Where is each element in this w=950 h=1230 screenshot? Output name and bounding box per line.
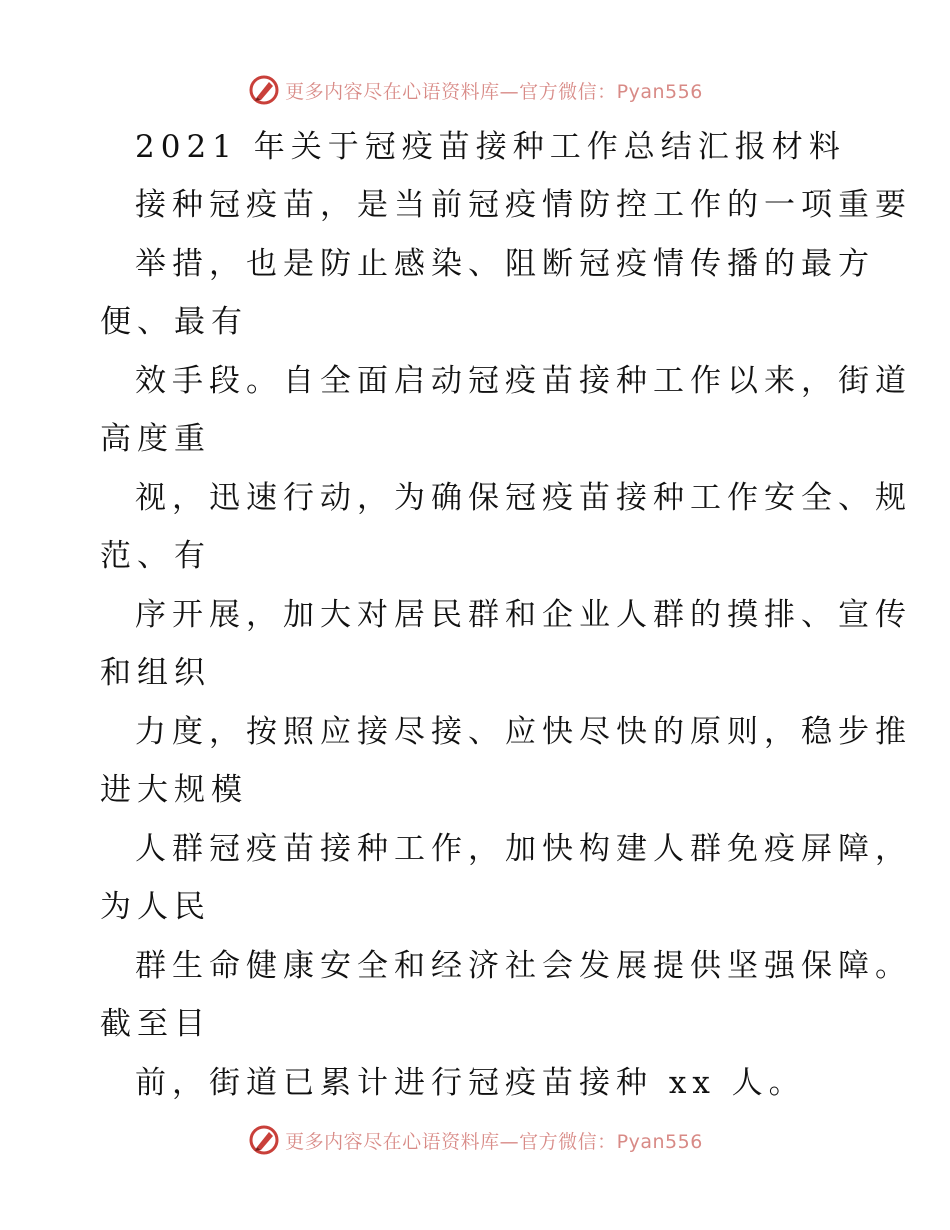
- document-title: 2021 年关于冠疫苗接种工作总结汇报材料: [135, 129, 846, 165]
- text-line: 视，迅速行动，为确保冠疫苗接种工作安全、规: [135, 480, 912, 516]
- text-line: 进大规模: [100, 772, 248, 808]
- pen-logo-icon: [247, 1123, 281, 1157]
- header-watermark: [0, 70, 950, 110]
- text-line: 举措，也是防止感染、阻断冠疫情传播的最方: [135, 246, 875, 282]
- text-line: 效手段。自全面启动冠疫苗接种工作以来，街道: [135, 363, 912, 399]
- text-line: 序开展，加大对居民群和企业人群的摸排、宣传: [135, 597, 912, 633]
- watermark-text: 更多内容尽在心语资料库—官方微信：Pyan556: [285, 1130, 703, 1153]
- text-line: 截至目: [100, 1006, 211, 1042]
- text-line: 和组织: [100, 655, 211, 691]
- text-line: 前，街道已累计进行冠疫苗接种 xx 人。: [135, 1065, 806, 1101]
- text-line: 为人民: [100, 889, 211, 925]
- watermark-text: 更多内容尽在心语资料库—官方微信：Pyan556: [285, 80, 703, 103]
- text-line: 高度重: [100, 421, 211, 457]
- text-line: 力度，按照应接尽接、应快尽快的原则，稳步推: [135, 714, 912, 750]
- text-line: 人群冠疫苗接种工作，加快构建人群免疫屏障，: [135, 831, 912, 867]
- text-line: 接种冠疫苗，是当前冠疫情防控工作的一项重要: [135, 187, 912, 223]
- text-line: 范、有: [100, 538, 211, 574]
- text-line: 群生命健康安全和经济社会发展提供坚强保障。: [135, 948, 912, 984]
- pen-logo-icon: [247, 73, 281, 107]
- text-line: 便、最有: [100, 304, 248, 340]
- footer-watermark: [0, 1120, 950, 1160]
